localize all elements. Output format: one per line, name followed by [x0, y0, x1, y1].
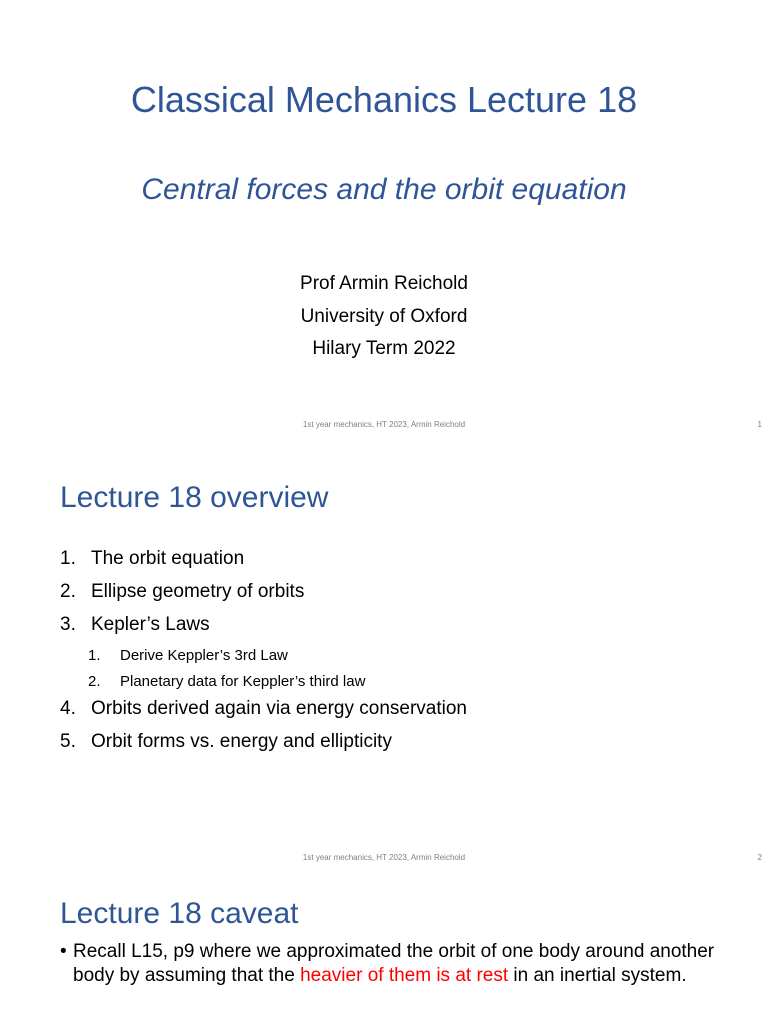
- caveat-slide: [0, 868, 768, 1024]
- list-text: Orbits derived again via energy conservation: [91, 698, 467, 719]
- lecture-title: Classical Mechanics Lecture 18: [130, 79, 638, 120]
- bullet-text-end: in an inertial system.: [508, 965, 687, 986]
- list-item: [60, 614, 467, 647]
- author-block: [0, 268, 768, 366]
- list-text: Ellipse geometry of orbits: [91, 581, 305, 602]
- list-number: 1.: [88, 647, 101, 664]
- author-term: Hilary Term 2022: [312, 338, 456, 359]
- list-number: 2.: [88, 672, 101, 690]
- list-number: 1.: [60, 548, 76, 569]
- overview-list: [60, 548, 467, 764]
- list-text: The orbit equation: [91, 548, 245, 569]
- list-item: [60, 698, 467, 731]
- sub-list-item: [60, 647, 467, 673]
- list-item: [60, 731, 467, 764]
- slide-footer: 1st year mechanics, HT 2023, Armin Reichold: [302, 853, 466, 862]
- list-number: 2.: [60, 581, 76, 602]
- caveat-bullet: [60, 940, 720, 988]
- title-slide: [0, 0, 768, 436]
- list-number: 5.: [60, 731, 76, 752]
- sub-list-item: [60, 673, 467, 699]
- list-text: Kepler’s Laws: [91, 614, 210, 635]
- page-number: 1: [757, 420, 762, 429]
- bullet-text: [73, 940, 720, 988]
- slide-title: Lecture 18 caveat: [60, 897, 299, 930]
- author-institution: University of Oxford: [300, 305, 468, 327]
- list-item: [60, 548, 467, 581]
- list-number: 3.: [60, 614, 76, 635]
- list-text: Planetary data for Keppler’s third law: [120, 672, 366, 690]
- bullet-text-start: Recall L15, p9 where we approximated the orbit of one body around another body by assuming that the: [73, 941, 715, 986]
- list-number: 4.: [60, 698, 76, 719]
- list-text: Derive Keppler’s 3rd Law: [120, 647, 288, 664]
- bullet-marker: •: [60, 941, 67, 962]
- slide-footer: 1st year mechanics, HT 2023, Armin Reichold: [302, 420, 466, 429]
- slide-title: Lecture 18 overview: [60, 481, 329, 514]
- list-text: Orbit forms vs. energy and ellipticity: [91, 731, 392, 752]
- lecture-subtitle: Central forces and the orbit equation: [141, 173, 627, 206]
- author-name: Prof Armin Reichold: [300, 273, 468, 294]
- highlighted-text: heavier of them is at rest: [300, 965, 509, 986]
- page-number: 2: [757, 853, 762, 862]
- overview-slide: [0, 436, 768, 868]
- list-item: [60, 581, 467, 614]
